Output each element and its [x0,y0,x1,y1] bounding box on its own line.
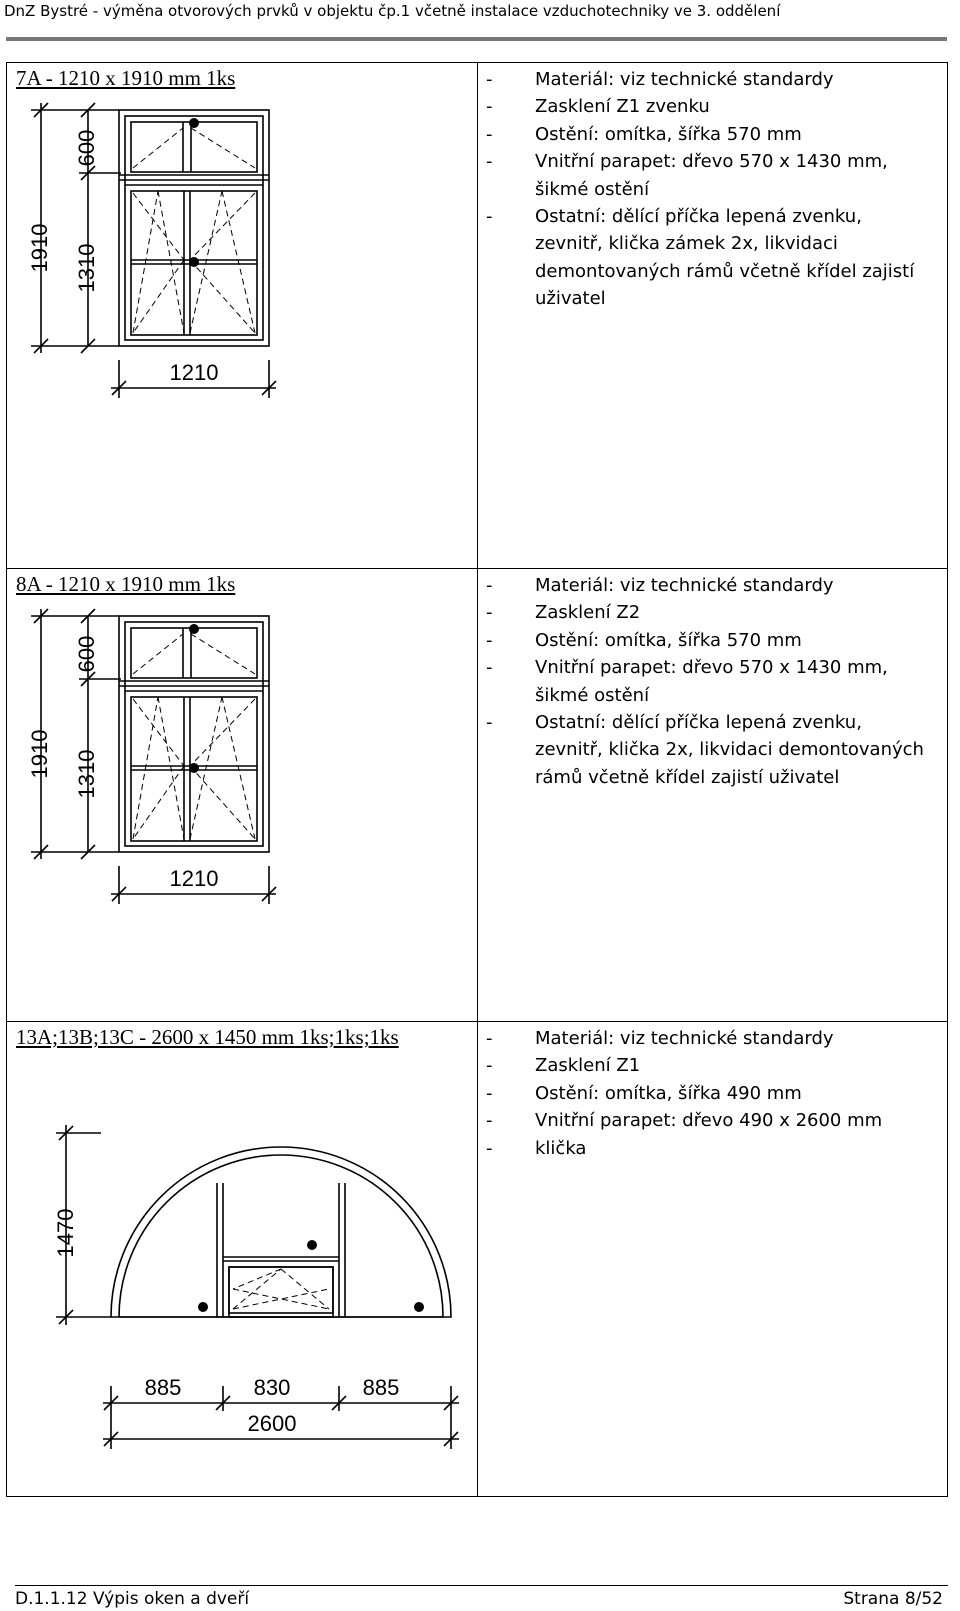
row-title-7a: 7A - 1210 x 1910 mm 1ks [16,66,236,90]
spec-item: - Materiál: viz technické standardy [486,66,931,93]
spec-item: - Zasklení Z2 [486,599,931,626]
spec-list-13 [486,1025,931,1162]
dim-bottom-height: 1310 [74,243,99,293]
dim-bottom-height: 1310 [74,749,99,799]
window-drawing-8a [21,604,291,969]
row-title-13: 13A;13B;13C - 2600 x 1450 mm 1ks;1ks;1ks [16,1025,399,1049]
dim-top-height: 600 [74,635,99,673]
dim-middle: 830 [253,1375,291,1400]
dim-top-height: 600 [74,129,99,167]
dim-width: 1210 [169,866,219,891]
spec-item: - Ostatní: dělící příčka lepená zvenku, zevnitř, klička zámek 2x, likvidaci demontovaných rámů včetně křídel zajistí uživatel [486,203,931,313]
header-rule [6,37,947,41]
dim-height: 1470 [53,1208,78,1258]
dim-total-height: 1910 [27,223,52,273]
spec-item: - Vnitřní parapet: dřevo 570 x 1430 mm, šikmé ostění [486,148,931,203]
window-drawing-13 [21,1111,461,1451]
dim-right: 885 [362,1375,400,1400]
spec-item: - Ostatní: dělící příčka lepená zvenku, zevnitř, klička 2x, likvidaci demontovaných rámů včetně křídel zajistí uživatel [486,709,931,791]
spec-item: - Ostění: omítka, šířka 490 mm [486,1080,931,1107]
spec-item: - Zasklení Z1 [486,1052,931,1079]
dim-total-height: 1910 [27,729,52,779]
spec-item: - Materiál: viz technické standardy [486,1025,931,1052]
footer-document-name: D.1.1.12 Výpis oken a dveří [15,1589,250,1609]
dim-total: 2600 [247,1411,297,1436]
column-divider [477,63,478,1496]
spec-list-7a [486,66,931,313]
page-header-title: DnZ Bystré - výměna otvorových prvků v objektu čp.1 včetně instalace vzduchotechniky ve 3. oddělení [4,2,781,20]
dim-left: 885 [144,1375,182,1400]
window-drawing-7a [21,98,291,463]
window-table [6,62,948,1497]
row-divider [7,1021,947,1022]
row-title-8a: 8A - 1210 x 1910 mm 1ks [16,572,236,596]
spec-item: - Vnitřní parapet: dřevo 570 x 1430 mm, šikmé ostění [486,654,931,709]
spec-item: - Ostění: omítka, šířka 570 mm [486,627,931,654]
row-divider [7,568,947,569]
footer-page-number: Strana 8/52 [843,1589,943,1609]
dim-width: 1210 [169,360,219,385]
footer-rule [15,1585,948,1586]
spec-item: - klička [486,1135,931,1162]
spec-list-8a [486,572,931,791]
spec-item: - Materiál: viz technické standardy [486,572,931,599]
spec-item: - Zasklení Z1 zvenku [486,93,931,120]
spec-item: - Vnitřní parapet: dřevo 490 x 2600 mm [486,1107,931,1134]
spec-item: - Ostění: omítka, šířka 570 mm [486,121,931,148]
